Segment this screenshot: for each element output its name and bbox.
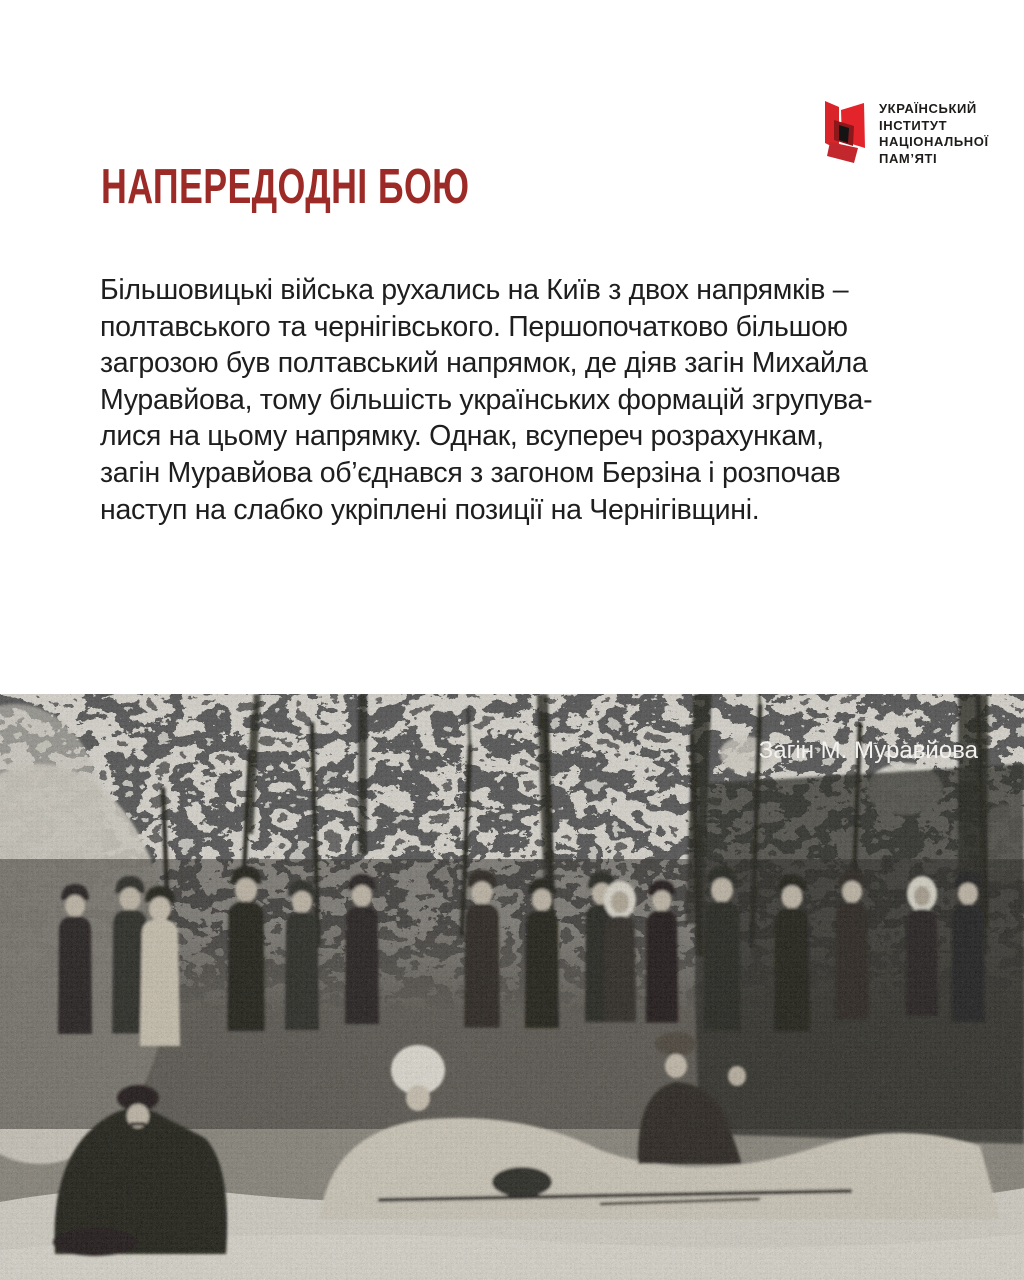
- intro-line: наступ на слабко укріплені позиції на Чернігівщині.: [100, 493, 760, 526]
- intro-paragraph: [100, 272, 970, 528]
- uinp-pinwheel-icon: [822, 98, 866, 164]
- intro-line: Більшовицькі війська рухались на Київ з двох напрямків –: [100, 274, 849, 306]
- photo-canvas: [0, 694, 1024, 1280]
- uinp-logo: [822, 98, 989, 167]
- uinp-logo-text: [879, 98, 989, 167]
- logo-line: НАЦІОНАЛЬНОЇ: [879, 134, 989, 149]
- film-grain-overlay: [0, 694, 1024, 1280]
- logo-line: УКРАЇНСЬКИЙ: [879, 101, 977, 116]
- intro-line: загрозою був полтавський напрямок, де діяв загін Михайла: [100, 347, 868, 380]
- page-title: НАПЕРЕДОДНІ БОЮ: [101, 160, 470, 214]
- intro-line: загін Муравйова об’єднався з загоном Берзіна і розпочав: [100, 456, 841, 489]
- logo-line: ІНСТИТУТ: [879, 117, 948, 133]
- intro-line: Муравйова, тому більшість українських формацій згрупува-: [100, 383, 873, 416]
- intro-line: полтавського та чернігівського. Першопочатково більшою: [100, 310, 848, 343]
- photo-caption: Загін М. Муравйова: [758, 737, 978, 764]
- logo-line: ПАМ’ЯТІ: [879, 150, 938, 166]
- historical-photo: [0, 694, 1024, 1280]
- intro-line: лися на цьому напрямку. Однак, всупереч розрахункам,: [100, 420, 824, 453]
